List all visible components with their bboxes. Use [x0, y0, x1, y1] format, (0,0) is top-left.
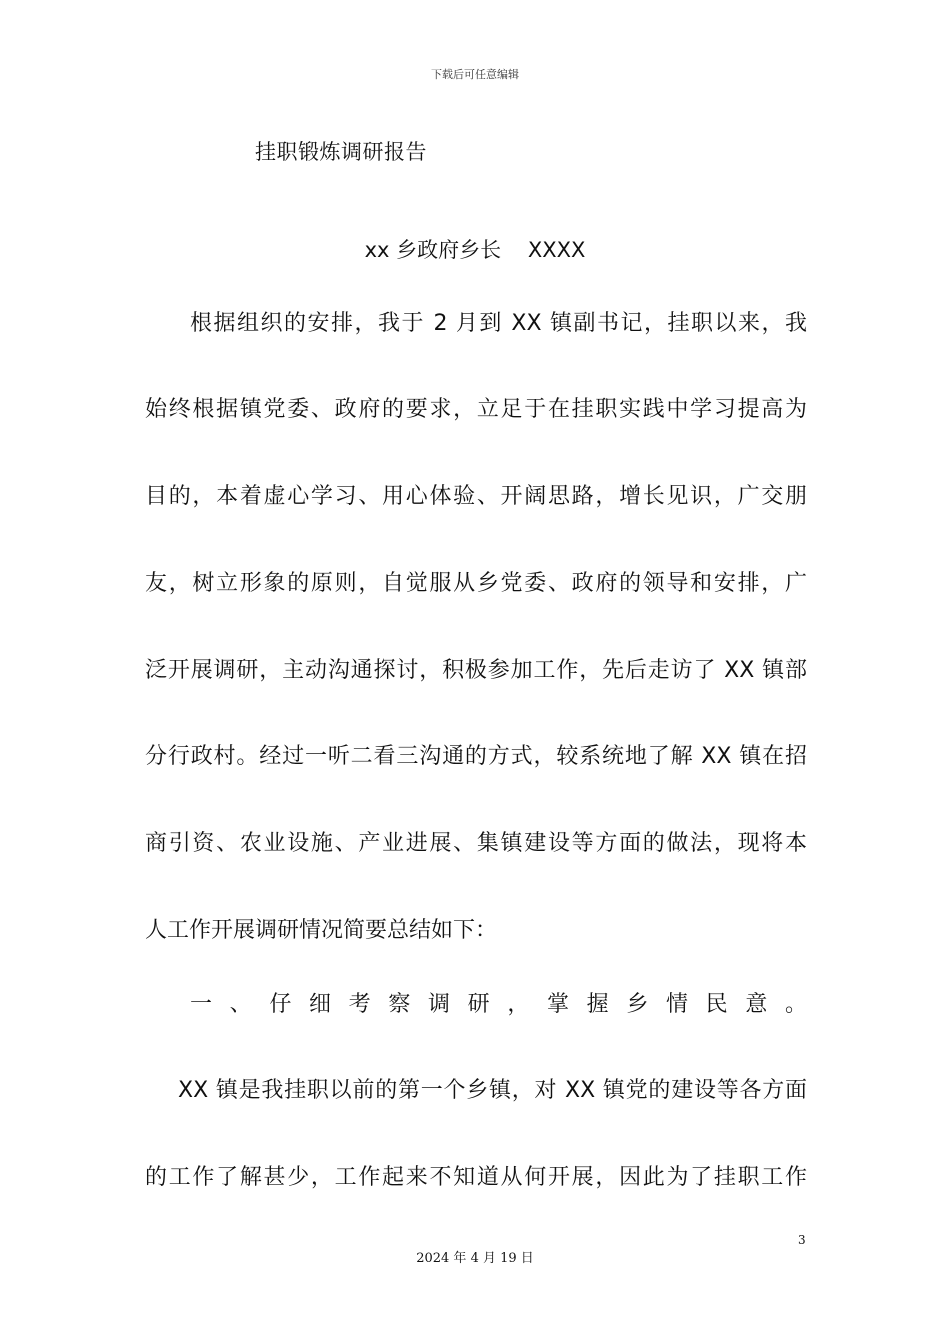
paragraph-line: 友，树立形象的原则，自觉服从乡党委、政府的领导和安排，广 — [145, 571, 807, 596]
paragraph-line: 始终根据镇党委、政府的要求，立足于在挂职实践中学习提高为 — [145, 397, 807, 422]
footer-date: 2024 年 4 月 19 日 — [416, 1251, 534, 1266]
paragraph-line: 根据组织的安排，我于 2 月到 XX 镇副书记，挂职以来，我 — [190, 311, 807, 336]
paragraph-line: 的工作了解甚少，工作起来不知道从何开展，因此为了挂职工作 — [145, 1165, 807, 1190]
paragraph-line: 泛开展调研，主动沟通探讨，积极参加工作，先后走访了 XX 镇部 — [145, 658, 807, 683]
paragraph-line: 商引资、农业设施、产业进展、集镇建设等方面的做法，现将本 — [145, 831, 807, 856]
paragraph-line: 分行政村。经过一听二看三沟通的方式，较系统地了解 XX 镇在招 — [145, 744, 807, 769]
section-heading: 一、仔细考察调研，掌握乡情民意。 — [190, 992, 807, 1017]
paragraph-line: 人工作开展调研情况简要总结如下： — [145, 918, 498, 943]
paragraph-line: 目的，本着虚心学习、用心体验、开阔思路，增长见识，广交朋 — [145, 484, 807, 509]
page-number: 3 — [798, 1233, 806, 1247]
header-note: 下载后可任意编辑 — [431, 68, 519, 81]
document-byline: xx 乡政府乡长 XXXX — [364, 238, 586, 262]
document-title: 挂职锻炼调研报告 — [255, 140, 427, 164]
paragraph-line: XX 镇是我挂职以前的第一个乡镇，对 XX 镇党的建设等各方面 — [178, 1078, 807, 1103]
